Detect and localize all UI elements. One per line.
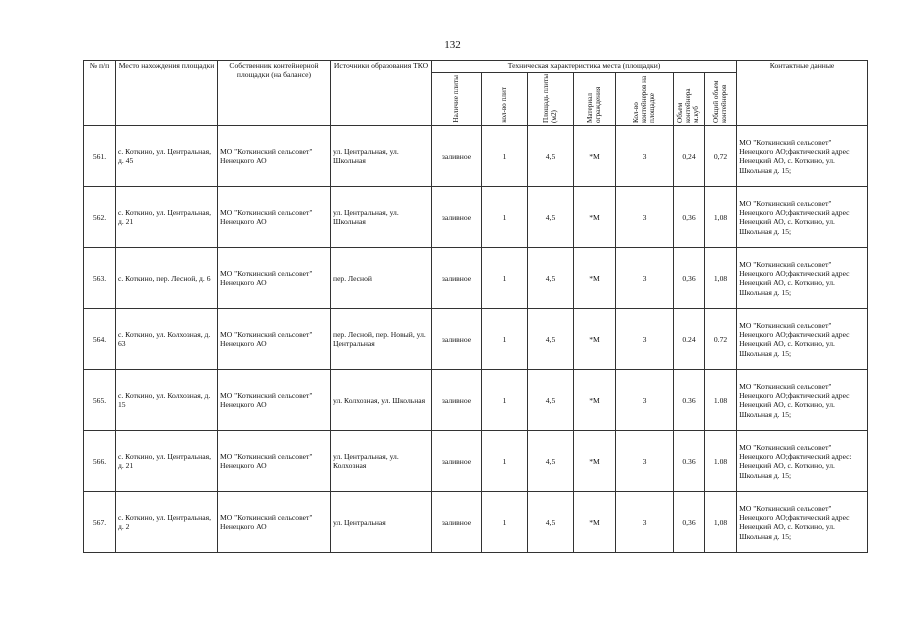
row-location: с. Коткино, ул. Центральная, д. 2 <box>116 492 218 553</box>
row-number: 563. <box>84 248 116 309</box>
row-fence: *М <box>574 431 616 492</box>
row-slab: заливное <box>432 431 482 492</box>
header-container-count: Кол-во контейнеров на площадке <box>616 73 674 126</box>
row-fence: *М <box>574 370 616 431</box>
row-contacts: МО "Коткинский сельсовет" Ненецкого АО;фактический адрес: Ненецкий АО, с. Коткино, ул. Школьная д. 15; <box>737 431 868 492</box>
row-volume: 0,36 <box>674 492 705 553</box>
row-containers: 3 <box>616 126 674 187</box>
header-total-volume: Общий объем контейнеров <box>705 73 737 126</box>
header-slab-count: кол-во плит <box>482 73 528 126</box>
row-slab: заливное <box>432 187 482 248</box>
header-fence-material: Материал ограждения <box>574 73 616 126</box>
row-sources: ул. Центральная <box>331 492 432 553</box>
row-sources: пер. Лесной, пер. Новый, ул. Центральная <box>331 309 432 370</box>
row-location: с. Коткино, пер. Лесной, д. 6 <box>116 248 218 309</box>
row-slab: заливное <box>432 126 482 187</box>
row-slab-count: 1 <box>482 431 528 492</box>
row-number: 562. <box>84 187 116 248</box>
row-total-volume: 0,72 <box>705 126 737 187</box>
row-total-volume: 1,08 <box>705 187 737 248</box>
row-contacts: МО "Коткинский сельсовет" Ненецкого АО;фактический адрес Ненецкий АО, с. Коткино, ул. Школьная д. 15; <box>737 248 868 309</box>
row-slab-count: 1 <box>482 370 528 431</box>
row-owner: МО "Коткинский сельсовет" Ненецкого АО <box>218 431 331 492</box>
row-location: с. Коткино, ул. Центральная, д. 21 <box>116 187 218 248</box>
row-owner: МО "Коткинский сельсовет" Ненецкого АО <box>218 126 331 187</box>
row-volume: 0.36 <box>674 370 705 431</box>
row-owner: МО "Коткинский сельсовет" Ненецкого АО <box>218 248 331 309</box>
row-location: с. Коткино, ул. Центральная, д. 21 <box>116 431 218 492</box>
row-fence: *М <box>574 126 616 187</box>
row-slab: заливное <box>432 492 482 553</box>
row-number: 561. <box>84 126 116 187</box>
row-sources: ул. Центральная, ул. Колхозная <box>331 431 432 492</box>
row-area: 4,5 <box>528 492 574 553</box>
table-row <box>84 431 868 492</box>
row-slab: заливное <box>432 309 482 370</box>
row-area: 4,5 <box>528 431 574 492</box>
row-total-volume: 1.08 <box>705 370 737 431</box>
row-area: 4,5 <box>528 187 574 248</box>
row-fence: *М <box>574 187 616 248</box>
row-volume: 0,24 <box>674 126 705 187</box>
row-slab-count: 1 <box>482 126 528 187</box>
header-owner: Собственник контейнерной площадки (на балансе) <box>218 61 331 126</box>
row-contacts: МО "Коткинский сельсовет" Ненецкого АО;фактический адрес Ненецкий АО, с. Коткино, ул. Школьная д. 15; <box>737 370 868 431</box>
row-volume: 0.24 <box>674 309 705 370</box>
row-slab: заливное <box>432 370 482 431</box>
row-total-volume: 1,08 <box>705 248 737 309</box>
row-containers: 3 <box>616 370 674 431</box>
row-containers: 3 <box>616 248 674 309</box>
header-container-volume: Объем контейнера м.куб <box>674 73 705 126</box>
row-fence: *М <box>574 492 616 553</box>
table-header <box>84 61 868 126</box>
table-row <box>84 492 868 553</box>
row-location: с. Коткино, ул. Колхозная, д. 63 <box>116 309 218 370</box>
row-owner: МО "Коткинский сельсовет" Ненецкого АО <box>218 492 331 553</box>
table-body <box>84 126 868 553</box>
row-owner: МО "Коткинский сельсовет" Ненецкого АО <box>218 370 331 431</box>
row-total-volume: 1,08 <box>705 492 737 553</box>
header-slab-area: Площадь плиты (м2) <box>528 73 574 126</box>
row-number: 565. <box>84 370 116 431</box>
row-containers: 3 <box>616 187 674 248</box>
row-slab: заливное <box>432 248 482 309</box>
row-area: 4,5 <box>528 370 574 431</box>
header-tech-group: Техническая характеристика места (площадки) <box>432 61 737 73</box>
row-owner: МО "Коткинский сельсовет" Ненецкого АО <box>218 187 331 248</box>
row-sources: ул. Центральная, ул. Школьная <box>331 187 432 248</box>
row-volume: 0,36 <box>674 187 705 248</box>
row-slab-count: 1 <box>482 492 528 553</box>
row-sources: ул. Центральная, ул. Школьная <box>331 126 432 187</box>
row-area: 4,5 <box>528 248 574 309</box>
table-row <box>84 248 868 309</box>
row-total-volume: 0.72 <box>705 309 737 370</box>
row-number: 564. <box>84 309 116 370</box>
row-area: 4,5 <box>528 309 574 370</box>
row-slab-count: 1 <box>482 187 528 248</box>
row-slab-count: 1 <box>482 248 528 309</box>
row-location: с. Коткино, ул. Колхозная, д. 15 <box>116 370 218 431</box>
header-location: Место нахождения площадки <box>116 61 218 126</box>
row-volume: 0,36 <box>674 248 705 309</box>
row-containers: 3 <box>616 492 674 553</box>
row-slab-count: 1 <box>482 309 528 370</box>
row-fence: *М <box>574 248 616 309</box>
table-row <box>84 126 868 187</box>
row-containers: 3 <box>616 309 674 370</box>
table-row <box>84 370 868 431</box>
header-sources: Источники образования ТКО <box>331 61 432 126</box>
page-number: 132 <box>444 39 461 51</box>
row-volume: 0.36 <box>674 431 705 492</box>
row-contacts: МО "Коткинский сельсовет" Ненецкого АО;фактический адрес Ненецкий АО, с. Коткино, ул. Школьная д. 15; <box>737 187 868 248</box>
row-number: 567. <box>84 492 116 553</box>
row-sources: ул. Колхозная, ул. Школьная <box>331 370 432 431</box>
header-slab: Наличие плиты <box>432 73 482 126</box>
table-row <box>84 309 868 370</box>
row-sources: пер. Лесной <box>331 248 432 309</box>
header-num: № п/п <box>84 61 116 126</box>
row-contacts: МО "Коткинский сельсовет" Ненецкого АО;фактический адрес Ненецкий АО, с. Коткино, ул. Школьная д. 15; <box>737 126 868 187</box>
row-location: с. Коткино, ул. Центральная, д. 45 <box>116 126 218 187</box>
table-row <box>84 187 868 248</box>
row-contacts: МО "Коткинский сельсовет" Ненецкого АО;фактический адрес Ненецкий АО, с. Коткино, ул. Школьная д. 15; <box>737 492 868 553</box>
row-area: 4,5 <box>528 126 574 187</box>
row-total-volume: 1.08 <box>705 431 737 492</box>
header-contacts: Контактные данные <box>737 61 868 126</box>
registry-table <box>83 60 868 553</box>
row-number: 566. <box>84 431 116 492</box>
row-containers: 3 <box>616 431 674 492</box>
row-owner: МО "Коткинский сельсовет" Ненецкого АО <box>218 309 331 370</box>
row-contacts: МО "Коткинский сельсовет" Ненецкого АО;фактический адрес Ненецкий АО, с. Коткино, ул. Школьная д. 15; <box>737 309 868 370</box>
row-fence: *М <box>574 309 616 370</box>
